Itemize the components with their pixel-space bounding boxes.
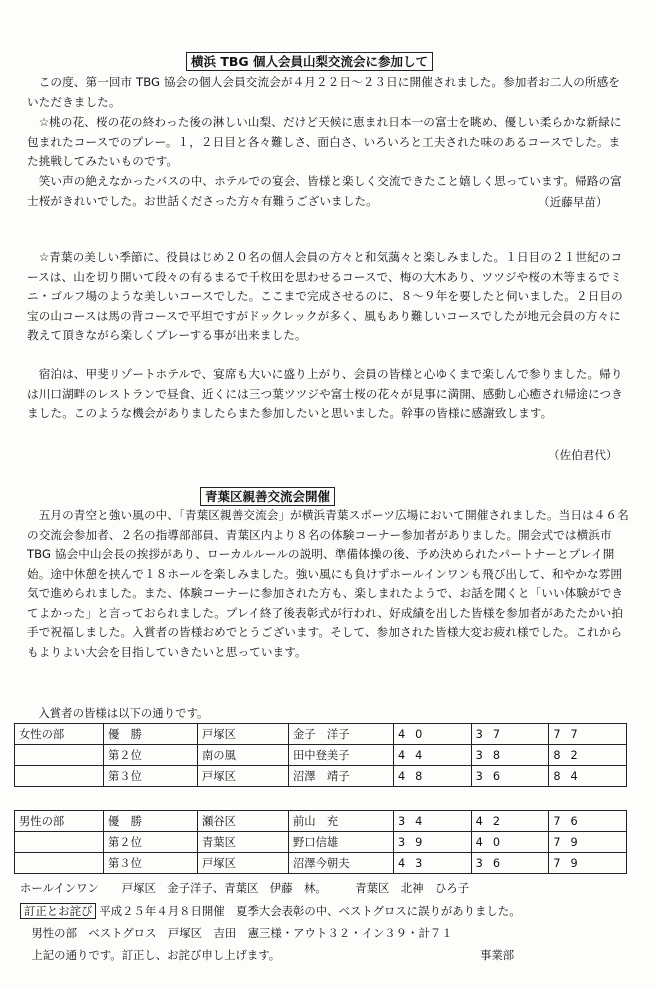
- division-cell: [15, 832, 104, 853]
- score-total-cell: 84: [549, 766, 627, 787]
- ward-cell: 瀬谷区: [198, 811, 289, 832]
- name-cell: 前山 充: [289, 811, 394, 832]
- score-in-cell: 36: [471, 853, 549, 874]
- kondo-paragraph-1: ☆桃の花、桜の花の終わった後の淋しい山梨、だけど天候に恵まれ日本一の富士を眺め、優しい柔らかな新緑に包まれたコースでのプレー。１，２日目と各々難しさ、面白さ、いろいろと工夫された味のあるコースでした。また挑戦してみたいものです。: [27, 115, 622, 168]
- winners-intro: 入賞者の皆様は以下の通りです。: [27, 706, 209, 720]
- score-total-cell: 79: [549, 853, 627, 874]
- women-results-table: [14, 723, 627, 787]
- article1-title: 横浜 TBG 個人会員山梨交流会に参加して: [186, 52, 433, 71]
- correction-detail: 男性の部 ベストグロス 戸塚区 吉田 憲三様・アウト３２・イン３９・計７１: [20, 926, 453, 940]
- saeki-paragraph-1: ☆青葉の美しい季節に、役員はじめ２０名の個人会員の方々と和気藹々と楽しみました。１日目の２１世紀のコースは、山を切り開いて段々の有るまるで千枚田を思わせるコースで、梅の大木あり、ツツジや桜の木等まるでミニ・ゴルフ場のような美しいコースでした。ここまで完成させるのに、８～９年を要したと伺いました。２日目の宝の山コースは馬の背コースで平坦ですがドックレックが多く、風もあり難しいコースでしたが地元会員の方々に教えて頂きながら楽しくプレーする事が出来ました。: [27, 250, 623, 342]
- division-cell: [15, 766, 104, 787]
- ward-cell: 南の風: [198, 745, 289, 766]
- table-row: [15, 766, 627, 787]
- score-total-cell: 79: [549, 832, 627, 853]
- name-cell: 金子 洋子: [289, 724, 394, 745]
- men-results-table: [14, 810, 627, 874]
- ward-cell: 戸塚区: [198, 724, 289, 745]
- correction-line: [20, 902, 521, 920]
- score-out-cell: 40: [394, 724, 472, 745]
- correction-label: 訂正とお詫び: [20, 903, 96, 919]
- score-out-cell: 48: [394, 766, 472, 787]
- ward-cell: 戸塚区: [198, 766, 289, 787]
- ward-cell: 青葉区: [198, 832, 289, 853]
- rank-cell: 優 勝: [104, 724, 198, 745]
- score-out-cell: 34: [394, 811, 472, 832]
- kondo-signature: （近藤早苗）: [538, 195, 608, 209]
- name-cell: 沼澤今朝夫: [289, 853, 394, 874]
- correction-author: 事業部: [480, 948, 515, 962]
- article2-body: 五月の青空と強い風の中、「青葉区親善交流会」が横浜青葉スポーツ広場において開催されました。当日は４６名の交流会参加者、２名の指導部部員、青葉区内より８名の体験コーナー参加者がありました。開会式では横浜市 TBG 協会中山会長の挨拶があり、ローカルルールの説明、準備体操の後、予め決められたパートナーとプレイ開始。途中休憩を挟んで１８ホールを楽しみました。強い風にも負けずホールインワンも飛び出して、和やかな雰囲気で進められました。また、体験コーナーに参加された方も、楽しまれたようで、お話を聞くと「いい体験ができてよかった」と言っておられました。プレイ終了後表彰式が行われ、好成績を出した皆様を参加者があたたかい拍手で祝福しました。入賞者の皆様おめでとうございます。そして、参加された皆様大変お疲れ様でした。これからもよりよい大会を目指していきたいと思っています。: [27, 508, 629, 659]
- name-cell: 野口信雄: [289, 832, 394, 853]
- score-in-cell: 37: [471, 724, 549, 745]
- score-total-cell: 82: [549, 745, 627, 766]
- article1-intro: この度、第一回市 TBG 協会の個人会員交流会が４月２２日～２３日に開催されました。参加者お二人の所感をいただきました。: [27, 75, 620, 109]
- division-cell: [15, 853, 104, 874]
- kondo-paragraph-2: 笑い声の絶えなかったバスの中、ホテルでの宴会、皆様と楽しく交流できたこと嬉しく思っています。帰路の富士桜がきれいでした。お世話くださった方々有難うございました。: [27, 174, 622, 208]
- ward-cell: 戸塚区: [198, 853, 289, 874]
- table-row: [15, 724, 627, 745]
- table-row: [15, 745, 627, 766]
- rank-cell: 第２位: [104, 832, 198, 853]
- hole-in-one-line: ホールインワン 戸塚区 金子洋子、青葉区 伊藤 林。 青葉区 北神 ひろ子: [20, 881, 470, 895]
- saeki-paragraph-2: 宿泊は、甲斐リゾートホテルで、宴席も大いに盛り上がり、会員の皆様と心ゆくまで楽しんで参りました。帰りは川口湖畔のレストランで昼食、近くには三つ葉ツツジや富士桜の花々が見事に満開、感動し心癒され帰途につきました。このような機会がありましたらまた参加したいと思いました。幹事の皆様に感謝致します。: [27, 367, 623, 420]
- table-row: [15, 853, 627, 874]
- score-total-cell: 76: [549, 811, 627, 832]
- article2-title: 青葉区親善交流会開催: [200, 487, 335, 506]
- division-cell: 男性の部: [15, 811, 104, 832]
- rank-cell: 第３位: [104, 766, 198, 787]
- score-in-cell: 36: [471, 766, 549, 787]
- score-out-cell: 44: [394, 745, 472, 766]
- name-cell: 田中登美子: [289, 745, 394, 766]
- score-total-cell: 77: [549, 724, 627, 745]
- saeki-signature: （佐伯君代）: [548, 448, 618, 462]
- score-out-cell: 39: [394, 832, 472, 853]
- table-row: [15, 811, 627, 832]
- rank-cell: 第２位: [104, 745, 198, 766]
- correction-closing: 上記の通りです。訂正し、お詫び申し上げます。: [20, 948, 281, 962]
- table-row: [15, 832, 627, 853]
- rank-cell: 優 勝: [104, 811, 198, 832]
- score-out-cell: 43: [394, 853, 472, 874]
- score-in-cell: 40: [471, 832, 549, 853]
- division-cell: 女性の部: [15, 724, 104, 745]
- correction-text: 平成２５年４月８日開催 夏季大会表彰の中、ベストグロスに誤りがありました。: [99, 904, 521, 918]
- division-cell: [15, 745, 104, 766]
- score-in-cell: 42: [471, 811, 549, 832]
- rank-cell: 第３位: [104, 853, 198, 874]
- score-in-cell: 38: [471, 745, 549, 766]
- name-cell: 沼澤 靖子: [289, 766, 394, 787]
